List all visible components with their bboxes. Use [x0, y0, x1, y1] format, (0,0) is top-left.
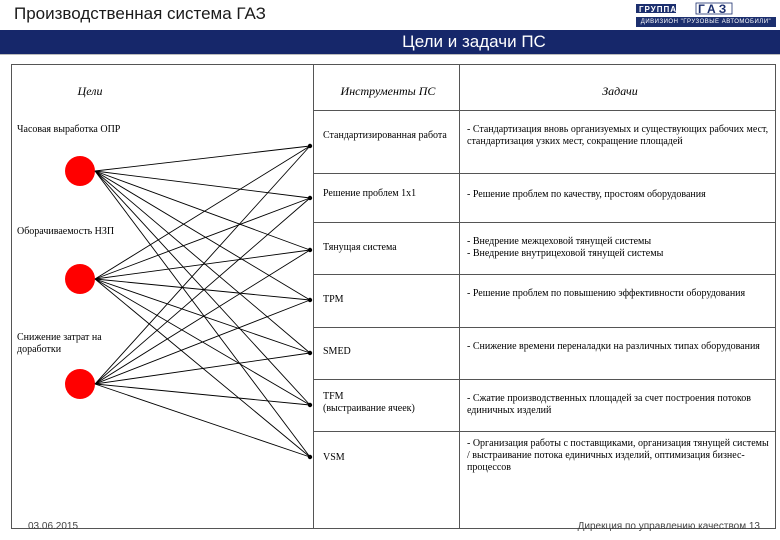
logo-band: ДИВИЗИОН "ГРУЗОВЫЕ АВТОМОБИЛИ"	[636, 17, 776, 27]
tool-name: SMED	[323, 346, 351, 357]
goal-tool-link	[95, 279, 310, 457]
header-title: Производственная система ГАЗ	[14, 4, 266, 23]
goal-tool-link	[95, 171, 310, 353]
goal-tool-link	[95, 146, 310, 279]
svg-text:ГРУППА: ГРУППА	[639, 5, 678, 14]
column-header-goals: Цели	[77, 84, 103, 98]
goal-tool-link	[95, 198, 310, 384]
tool-name: TFM (выстраивание ячеек)	[323, 391, 415, 414]
goal-tool-link	[95, 279, 310, 300]
tool-connector-dot	[308, 144, 312, 148]
task-text: - Организация работы с поставщиками, организация тянущей системы / выстраивание потока единичных изделий, оптимизация бизнес-процессов	[467, 438, 769, 473]
task-text: - Снижение времени переналадки на различных типах оборудования	[467, 341, 760, 352]
tool-name: VSM	[323, 452, 345, 463]
tool-name: Стандартизированная работа	[323, 130, 447, 141]
goal-label: Снижение затрат на доработки	[17, 332, 102, 355]
tool-name: Решение проблем 1x1	[323, 188, 417, 199]
goal-tool-link	[95, 171, 310, 198]
tool-name: TPM	[323, 294, 344, 305]
goal-tool-link	[95, 171, 310, 457]
goal-tool-link	[95, 171, 310, 405]
column-header-tools: Инструменты ПС	[340, 84, 436, 98]
task-text: - Решение проблем по качеству, простоям оборудования	[467, 189, 706, 200]
slide-title: Цели и задачи ПС	[402, 32, 546, 51]
goal-tool-link	[95, 250, 310, 384]
task-text: - Сжатие производственных площадей за счет построения потоков единичных изделий	[467, 393, 751, 416]
svg-text:ГАЗ: ГАЗ	[698, 2, 730, 15]
tool-connector-dot	[308, 196, 312, 200]
footer-date: 03.06.2015	[28, 521, 79, 532]
goal-tool-link	[95, 146, 310, 171]
goal-tool-link	[95, 171, 310, 300]
goal-tool-link	[95, 146, 310, 384]
tool-connector-dot	[308, 248, 312, 252]
task-text: - Внедрение межцеховой тянущей системы - Внедрение внутрицеховой тянущей системы	[467, 236, 664, 259]
goal-label: Оборачиваемость НЗП	[17, 226, 115, 237]
task-text: - Решение проблем по повышению эффективности оборудования	[467, 288, 746, 299]
footer-department: Дирекция по управлению качеством 13	[577, 521, 760, 532]
tool-name: Тянущая система	[323, 242, 397, 253]
column-header-tasks: Задачи	[602, 84, 638, 98]
goal-label: Часовая выработка ОПР	[17, 124, 121, 135]
tool-connector-dot	[308, 455, 312, 459]
task-text: - Стандартизация вновь организуемых и существующих рабочих мест, стандартизация узких мест, сокращение площадей	[467, 124, 769, 147]
tool-connector-dot	[308, 298, 312, 302]
goal-tool-link	[95, 353, 310, 384]
tool-connector-dot	[308, 403, 312, 407]
tool-connector-dot	[308, 351, 312, 355]
